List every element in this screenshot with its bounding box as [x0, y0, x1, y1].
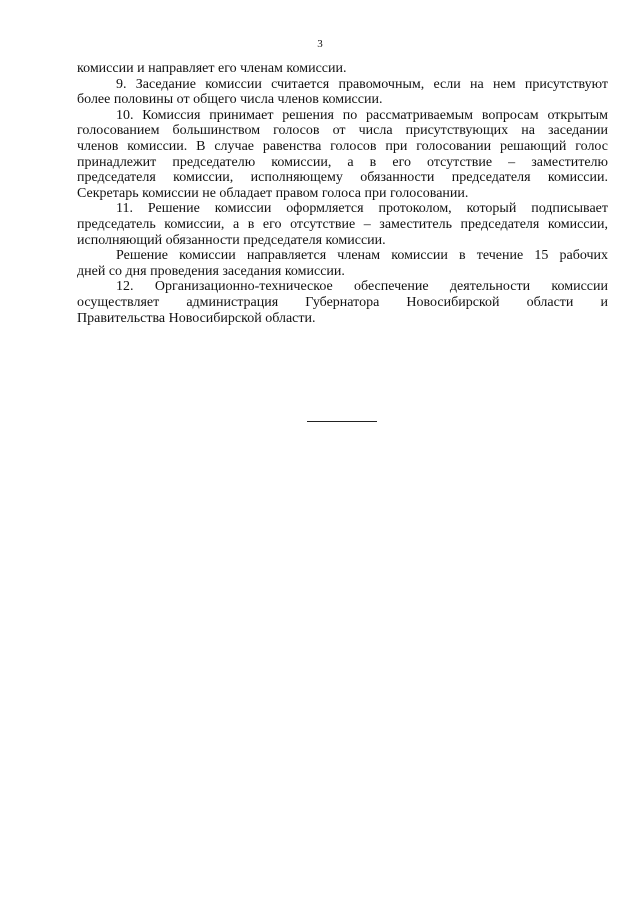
text-line: Секретарь комиссии не обладает правом голоса при голосовании.	[77, 185, 469, 201]
text-line: принадлежит председателю комиссии, а в его отсутствие – заместителю	[77, 154, 608, 170]
paragraph-item-11	[77, 201, 608, 248]
text-line: более половины от общего числа членов комиссии.	[77, 92, 383, 108]
text-line: исполняющий обязанности председателя комиссии.	[77, 232, 386, 248]
text-line: 12. Организационно-техническое обеспечение деятельности комиссии	[116, 279, 608, 295]
text-line: председатель комиссии, а в его отсутствие – заместитель председателя комиссии,	[77, 216, 608, 232]
text-line: 10. Комиссия принимает решения по рассматриваемым вопросам открытым	[116, 107, 608, 123]
text-line: голосованием большинством голосов от числа присутствующих на заседании	[77, 123, 608, 139]
paragraph-item-9	[77, 77, 608, 108]
document-body	[77, 61, 608, 326]
text-line: 11. Решение комиссии оформляется протоколом, который подписывает	[116, 201, 608, 217]
paragraph-decision-distribution	[77, 248, 608, 279]
page-number: 3	[317, 38, 323, 50]
text-line: членов комиссии. В случае равенства голосов при голосовании решающий голос	[77, 138, 608, 154]
text-line: Решение комиссии направляется членам комиссии в течение 15 рабочих	[116, 248, 608, 264]
text-line: 9. Заседание комиссии считается правомочным, если на нем присутствуют	[116, 76, 608, 92]
end-of-document-rule	[307, 421, 377, 422]
paragraph-continuation	[77, 61, 608, 77]
paragraph-item-12	[77, 279, 608, 326]
text-line: осуществляет администрация Губернатора Новосибирской области и	[77, 294, 608, 310]
text-line: Правительства Новосибирской области.	[77, 310, 316, 326]
text-line: дней со дня проведения заседания комиссии.	[77, 263, 345, 279]
text-line: комиссии и направляет его членам комиссии.	[77, 61, 347, 76]
paragraph-item-10	[77, 108, 608, 202]
text-line: председателя комиссии, исполняющему обязанности председателя комиссии.	[77, 170, 608, 186]
